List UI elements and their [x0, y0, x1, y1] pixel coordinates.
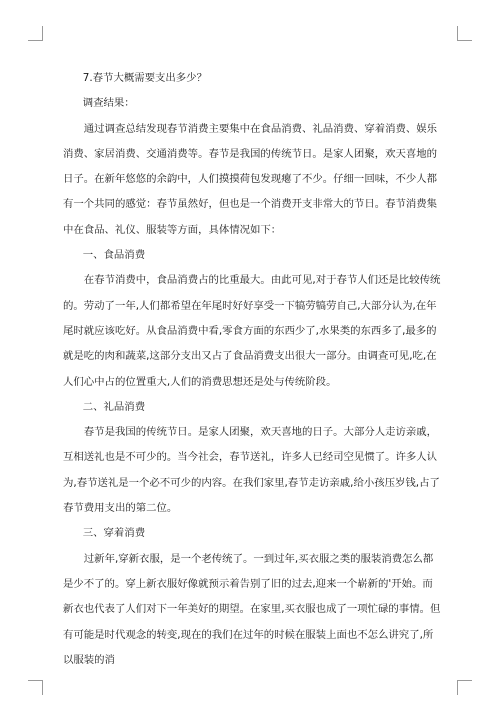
intro-paragraph: 通过调查总结发现春节消费主要集中在食品消费、礼品消费、穿着消费、娱乐消费、家居消费、交通消费等。春节是我国的传统节日。是家人团聚，欢天喜地的日子。在新年悠悠的余韵中，人们摸摸荷包发现瘪了不少。仔细一回味，不少人都有一个共同的感觉：春节虽然好，但也是一个消费开支非常大的节日。春节消费集中在食品、礼仪、服装等方面，具体情况如下：	[63, 122, 438, 236]
page-corner-mark-top-right	[457, 26, 472, 41]
page-corner-mark-top-left	[28, 26, 43, 41]
survey-label: 调查结果：	[82, 97, 135, 110]
section-body-food: 在春节消费中，食品消费占的比重最大。由此可见,对于春节人们还是比较传统的。劳动了一年,人们都希望在年尾时好好享受一下犒劳犒劳自己,大部分认为,在年尾时就应该吃好。从食品消费中看,零食方面的东西少了,水果类的东西多了,最多的就是吃的肉和蔬菜,这部分支出又占了食品消费支出很大一部分。由调查可见,吃,在人们心中占的位置重大,人们的消费思想还是处与传统阶段。	[63, 274, 441, 388]
section-heading-clothing: 三、穿着消费	[82, 527, 146, 540]
section-heading-gifts: 二、礼品消费	[82, 400, 146, 413]
page-corner-mark-bottom-right	[457, 680, 472, 695]
question-title: 7.春节大概需要支出多少？	[82, 72, 207, 84]
document-body	[63, 66, 441, 673]
section-body-gifts: 春节是我国的传统节日。是家人团聚，欢天喜地的日子。大部分人走访亲戚，互相送礼也是不可少的。当今社会，春节送礼，许多人已经司空见惯了。许多人认为,春节送礼是一个必不可少的内容。在我们家里,春节走访亲戚,给小孩压岁钱,占了春节费用支出的第二位。	[63, 426, 440, 515]
section-body-clothing: 过新年,穿新衣服，是一个老传统了。一到过年,买衣服之类的服装消费怎么都是少不了的。穿上新衣服好像就预示着告别了旧的过去,迎来一个崭新的'开始。而新衣也代表了人们对下一年美好的期望。在家里,买衣服也成了一项忙碌的事情。但有可能是时代观念的转变,现在的我们在过年的时候在服装上面也不怎么讲究了,所以服装的消	[63, 552, 441, 666]
section-heading-food: 一、食品消费	[82, 249, 146, 262]
page-corner-mark-bottom-left	[28, 680, 43, 695]
